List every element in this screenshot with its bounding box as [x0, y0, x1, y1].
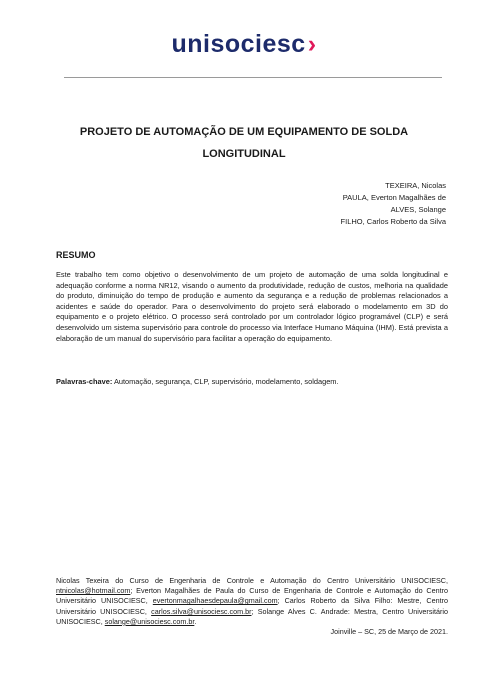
author-name: TEXEIRA, Nicolas [385, 181, 446, 190]
abstract-body: Este trabalho tem como objetivo o desenvolvimento de um projeto de automação de uma solda longitudinal e adequação conforme a norma NR12, visando o aumento da produtividade, redução de custos, melhoria na qualidade do produto, diminuição do tempo de produção e aumento da segurança e a redução de problemas relacionados a acidentes e saúde do operador. Para o desenvolvimento do projeto será elaborado o modelamento em 3D do equipamento e o projeto elétrico. O processo será controlado por um controlador lógico programável (CLP) e será desenvolvido um sistema supervisório para controle do processo via Interface Humano Máquina (IHM). Está prevista a elaboração de um manual do supervisório para facilitar a operação do equipamento. [56, 270, 448, 343]
abstract-heading: RESUMO [56, 250, 96, 260]
title-line-1: PROJETO DE AUTOMAÇÃO DE UM EQUIPAMENTO DE SOLDA [79, 126, 409, 138]
footnote-text: ; Solange Alves C. Andrade: Mestra, Centro Universitário UNISOCIESC, [56, 606, 448, 626]
author-list [341, 180, 446, 228]
author-name: FILHO, Carlos Roberto da Silva [340, 217, 446, 226]
footnote-text: ; Carlos Roberto da Silva Filho: Mestre, Centro Universitário UNISOCIESC, [56, 596, 448, 616]
header-divider [64, 77, 442, 78]
logo-chevron-icon: › [307, 30, 317, 58]
author-name: ALVES, Solange [390, 205, 446, 214]
title-line-2: LONGITUDINAL [202, 148, 286, 160]
footnote-text: ; Everton Magalhães de Paula do Curso de Engenharia de Controle e Automação do Centro Universitário UNISOCIESC, [56, 586, 448, 606]
footnote-text: . [194, 616, 197, 626]
paper-title [60, 121, 428, 165]
keywords-label: Palavras-chave: [56, 377, 113, 386]
place-date: Joinville – SC, 25 de Março de 2021. [330, 627, 448, 636]
email-link[interactable]: ntnicolas@hotmail.com [56, 586, 131, 596]
keywords-text: Automação, segurança, CLP, supervisório, modelamento, soldagem. [112, 377, 339, 386]
unisociesc-logo [0, 30, 488, 59]
footnote-text: Nicolas Texeira do Curso de Engenharia de Controle e Automação do Centro Universitário UNISOCIESC, [56, 576, 448, 585]
email-link[interactable]: carlos.silva@unisociesc.com.br [151, 606, 252, 616]
logo-text: unisociesc [171, 30, 306, 58]
email-link[interactable]: evertonmagalhaesdepaula@gmail.com [152, 596, 278, 606]
author-name: PAULA, Everton Magalhães de [342, 193, 446, 202]
email-link[interactable]: solange@unisociesc.com.br [104, 616, 195, 626]
keywords-line [56, 377, 339, 387]
author-footnote [56, 576, 448, 627]
